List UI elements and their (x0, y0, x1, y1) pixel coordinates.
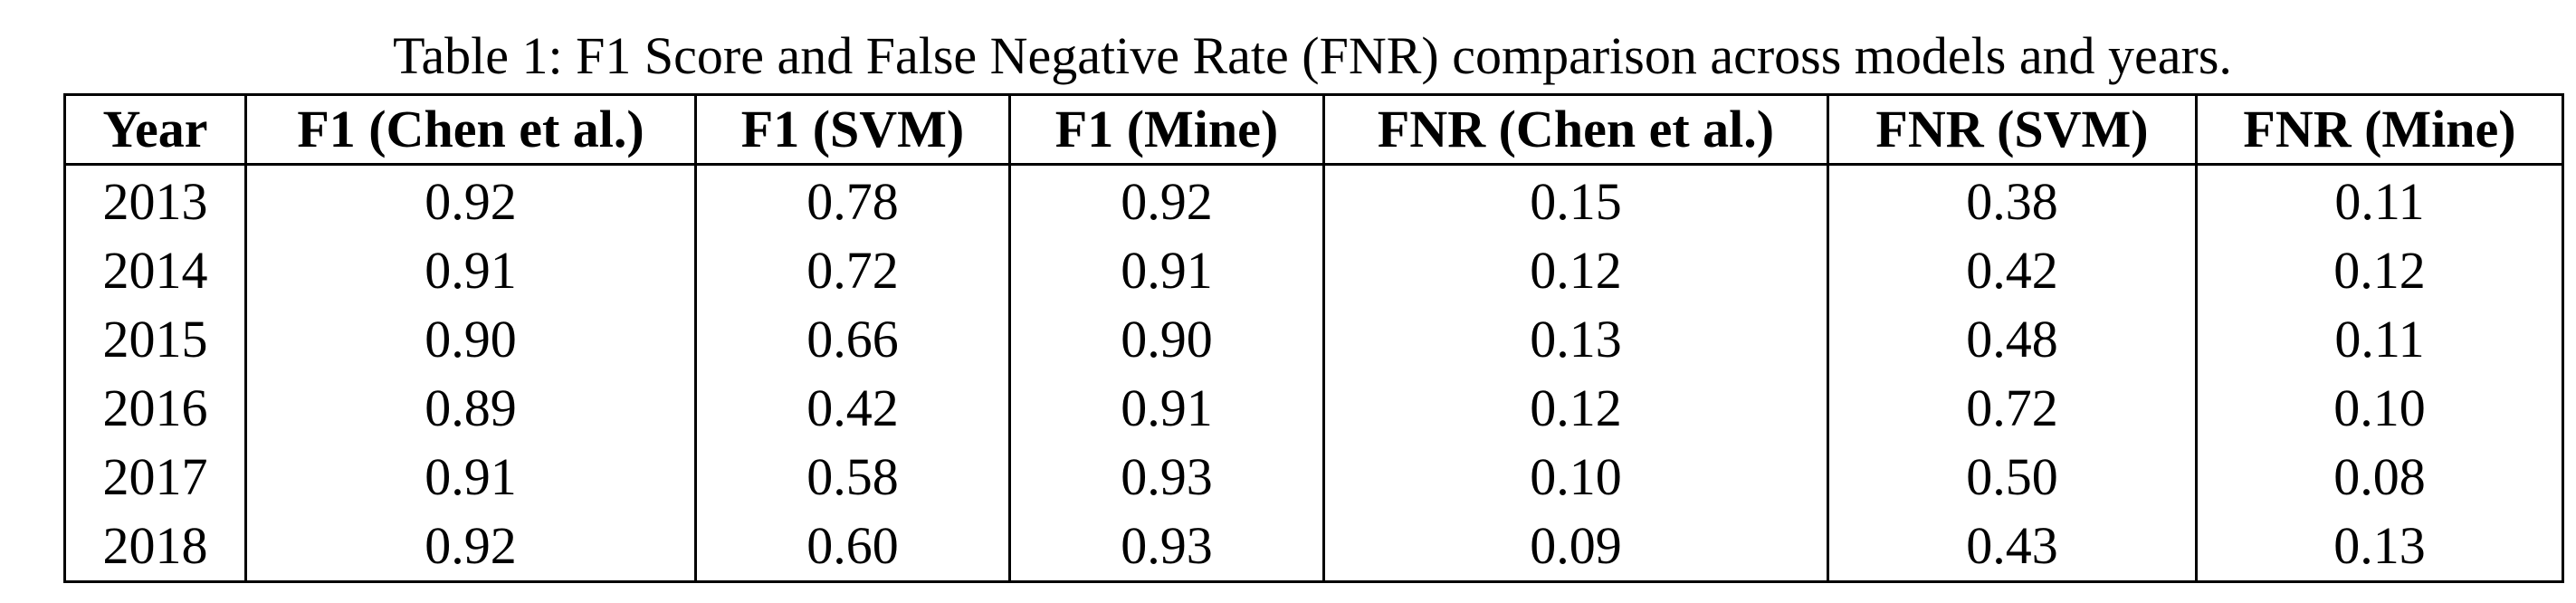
cell-year: 2014 (65, 236, 246, 305)
cell-f1-chen: 0.91 (246, 443, 696, 512)
cell-fnr-chen: 0.12 (1324, 374, 1828, 443)
cell-year: 2018 (65, 512, 246, 582)
cell-fnr-mine: 0.11 (2197, 305, 2563, 374)
cell-fnr-chen: 0.12 (1324, 236, 1828, 305)
cell-f1-chen: 0.90 (246, 305, 696, 374)
cell-f1-chen: 0.91 (246, 236, 696, 305)
header-f1-mine: F1 (Mine) (1010, 95, 1324, 165)
cell-fnr-mine: 0.13 (2197, 512, 2563, 582)
header-fnr-svm: FNR (SVM) (1828, 95, 2197, 165)
cell-fnr-svm: 0.43 (1828, 512, 2197, 582)
cell-fnr-mine: 0.08 (2197, 443, 2563, 512)
table-caption: Table 1: F1 Score and False Negative Rate (FNR) comparison across models and years. (393, 26, 2232, 85)
cell-f1-svm: 0.66 (696, 305, 1010, 374)
cell-fnr-svm: 0.50 (1828, 443, 2197, 512)
header-fnr-chen: FNR (Chen et al.) (1324, 95, 1828, 165)
cell-fnr-svm: 0.38 (1828, 165, 2197, 237)
cell-fnr-chen: 0.10 (1324, 443, 1828, 512)
cell-f1-chen: 0.89 (246, 374, 696, 443)
table-row (65, 374, 2563, 443)
cell-f1-mine: 0.93 (1010, 443, 1324, 512)
cell-f1-mine: 0.91 (1010, 236, 1324, 305)
results-table-container (63, 93, 2562, 583)
cell-fnr-mine: 0.10 (2197, 374, 2563, 443)
cell-fnr-mine: 0.12 (2197, 236, 2563, 305)
header-row (65, 95, 2563, 165)
cell-fnr-chen: 0.13 (1324, 305, 1828, 374)
table-row (65, 443, 2563, 512)
cell-fnr-chen: 0.15 (1324, 165, 1828, 237)
cell-f1-chen: 0.92 (246, 165, 696, 237)
cell-f1-chen: 0.92 (246, 512, 696, 582)
results-table (63, 93, 2564, 583)
header-f1-svm: F1 (SVM) (696, 95, 1010, 165)
cell-f1-svm: 0.60 (696, 512, 1010, 582)
cell-year: 2016 (65, 374, 246, 443)
cell-f1-svm: 0.42 (696, 374, 1010, 443)
cell-f1-svm: 0.78 (696, 165, 1010, 237)
cell-f1-mine: 0.92 (1010, 165, 1324, 237)
cell-fnr-mine: 0.11 (2197, 165, 2563, 237)
header-f1-chen: F1 (Chen et al.) (246, 95, 696, 165)
cell-f1-mine: 0.90 (1010, 305, 1324, 374)
table-row (65, 305, 2563, 374)
table-row (65, 165, 2563, 237)
cell-fnr-svm: 0.72 (1828, 374, 2197, 443)
cell-f1-svm: 0.72 (696, 236, 1010, 305)
cell-year: 2015 (65, 305, 246, 374)
table-row (65, 236, 2563, 305)
cell-year: 2013 (65, 165, 246, 237)
header-fnr-mine: FNR (Mine) (2197, 95, 2563, 165)
header-year: Year (65, 95, 246, 165)
cell-fnr-chen: 0.09 (1324, 512, 1828, 582)
cell-fnr-svm: 0.42 (1828, 236, 2197, 305)
cell-f1-mine: 0.93 (1010, 512, 1324, 582)
cell-fnr-svm: 0.48 (1828, 305, 2197, 374)
cell-f1-mine: 0.91 (1010, 374, 1324, 443)
table-row (65, 512, 2563, 582)
cell-year: 2017 (65, 443, 246, 512)
cell-f1-svm: 0.58 (696, 443, 1010, 512)
